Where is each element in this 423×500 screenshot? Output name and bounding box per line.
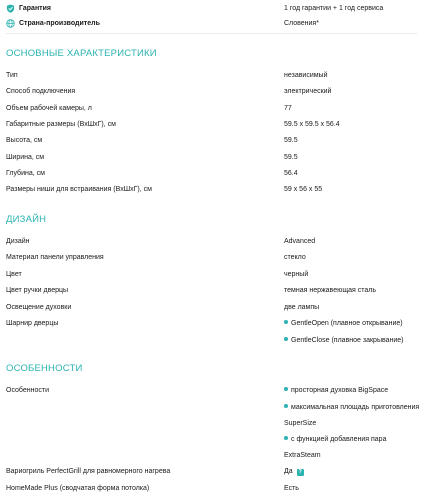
main-spec-row xyxy=(0,100,423,117)
shield-check-icon xyxy=(6,4,15,13)
design-spec-label: Цвет ручки дверцы xyxy=(6,287,69,295)
main-spec-row xyxy=(0,165,423,182)
globe-icon xyxy=(6,19,15,28)
feature-item-2: максимальная площадь приготовления xyxy=(284,399,419,416)
section-title-main: ОСНОВНЫЕ ХАРАКТЕРИСТИКИ xyxy=(6,48,157,59)
main-spec-label: Тип xyxy=(6,72,18,79)
bullet-dot xyxy=(284,436,288,440)
main-spec-value: 59.5 xyxy=(284,137,298,145)
main-spec-label: Высота, см xyxy=(6,137,43,145)
feature-item-5: ExtraSteam xyxy=(284,452,321,459)
homemade-label: HomeMade Plus (сводчатая форма потолка) xyxy=(6,485,150,492)
feature-item-3: SuperSize xyxy=(284,420,317,427)
design-spec-row xyxy=(0,299,423,316)
feature-item-1: просторная духовка BigSpace xyxy=(284,382,388,399)
spec-row-features-5 xyxy=(0,447,423,464)
main-spec-row xyxy=(0,67,423,84)
design-spec-label: Материал панели управления xyxy=(6,254,104,262)
main-spec-label: Габаритные размеры (ВхШхГ), см xyxy=(6,120,116,128)
spec-row-features-2 xyxy=(0,399,423,416)
country-value: Словения* xyxy=(284,20,319,27)
help-badge[interactable]: ? xyxy=(298,469,302,475)
hinge-label: Шарнир дверцы xyxy=(6,320,59,327)
main-spec-value: электрический xyxy=(284,88,332,96)
design-spec-value: черный xyxy=(284,270,309,278)
grill-value: Да ? xyxy=(284,468,302,475)
section-title-features: ОСОБЕННОСТИ xyxy=(6,363,83,374)
features-label: Особенности xyxy=(6,387,49,394)
design-spec-value: Advanced xyxy=(284,238,316,245)
design-spec-row xyxy=(0,266,423,283)
main-spec-value: 56.4 xyxy=(284,169,298,177)
section-title-design: ДИЗАЙН xyxy=(6,214,47,225)
main-spec-value: 77 xyxy=(284,104,292,112)
spec-row-hinge xyxy=(0,315,423,332)
main-spec-row xyxy=(0,116,423,133)
spec-row-grill xyxy=(0,463,423,480)
hinge-value-1: GentleOpen (плавное открывание) xyxy=(284,315,403,332)
design-spec-value: темная нержавеющая сталь xyxy=(284,287,376,295)
design-spec-label: Цвет xyxy=(6,270,22,278)
warranty-label: Гарантия xyxy=(19,5,51,12)
spec-row-features xyxy=(0,382,423,399)
main-spec-label: Размеры ниши для встраивания (ВхШхГ), см xyxy=(6,186,152,194)
design-spec-value: стекло xyxy=(284,254,306,262)
warranty-value: 1 год гарантии + 1 год сервиса xyxy=(284,5,384,12)
design-spec-label: Дизайн xyxy=(6,238,30,245)
main-spec-label: Объем рабочей камеры, л xyxy=(6,104,92,112)
main-spec-value: 59.5 x 59.5 x 56.4 xyxy=(284,120,340,128)
design-spec-row xyxy=(0,249,423,266)
country-label: Страна-производитель xyxy=(19,20,100,27)
homemade-value: Есть xyxy=(284,485,299,492)
feature-item-4: с функцией добавления пара xyxy=(284,431,386,448)
hinge-value-2: GentleClose (плавное закрывание) xyxy=(284,332,404,349)
main-spec-value: 59 x 56 x 55 xyxy=(284,186,323,194)
bullet-dot xyxy=(284,404,288,408)
spec-row-features-3 xyxy=(0,415,423,432)
spec-row-features-4 xyxy=(0,431,423,448)
main-spec-label: Способ подключения xyxy=(6,88,76,96)
design-spec-row xyxy=(0,282,423,299)
main-spec-row xyxy=(0,181,423,198)
bullet-dot xyxy=(284,387,288,391)
main-spec-label: Ширина, см xyxy=(6,153,45,161)
main-spec-value: 59.5 xyxy=(284,153,298,161)
main-spec-label: Глубина, см xyxy=(6,169,45,177)
main-spec-row xyxy=(0,83,423,100)
main-spec-row xyxy=(0,149,423,166)
main-spec-value: независимый xyxy=(284,72,328,79)
spec-row-country xyxy=(0,15,423,32)
bullet-dot xyxy=(284,320,288,324)
divider xyxy=(6,33,417,34)
main-spec-row xyxy=(0,132,423,149)
design-spec-label: Освещение духовки xyxy=(6,303,72,311)
bullet-dot xyxy=(284,337,288,341)
design-spec-value: две лампы xyxy=(284,303,320,311)
spec-row-homemade xyxy=(0,480,423,497)
spec-row-hinge-2 xyxy=(0,332,423,349)
design-spec-row xyxy=(0,233,423,250)
grill-label: Вариогриль PerfectGrill для равномерного нагрева xyxy=(6,468,171,475)
